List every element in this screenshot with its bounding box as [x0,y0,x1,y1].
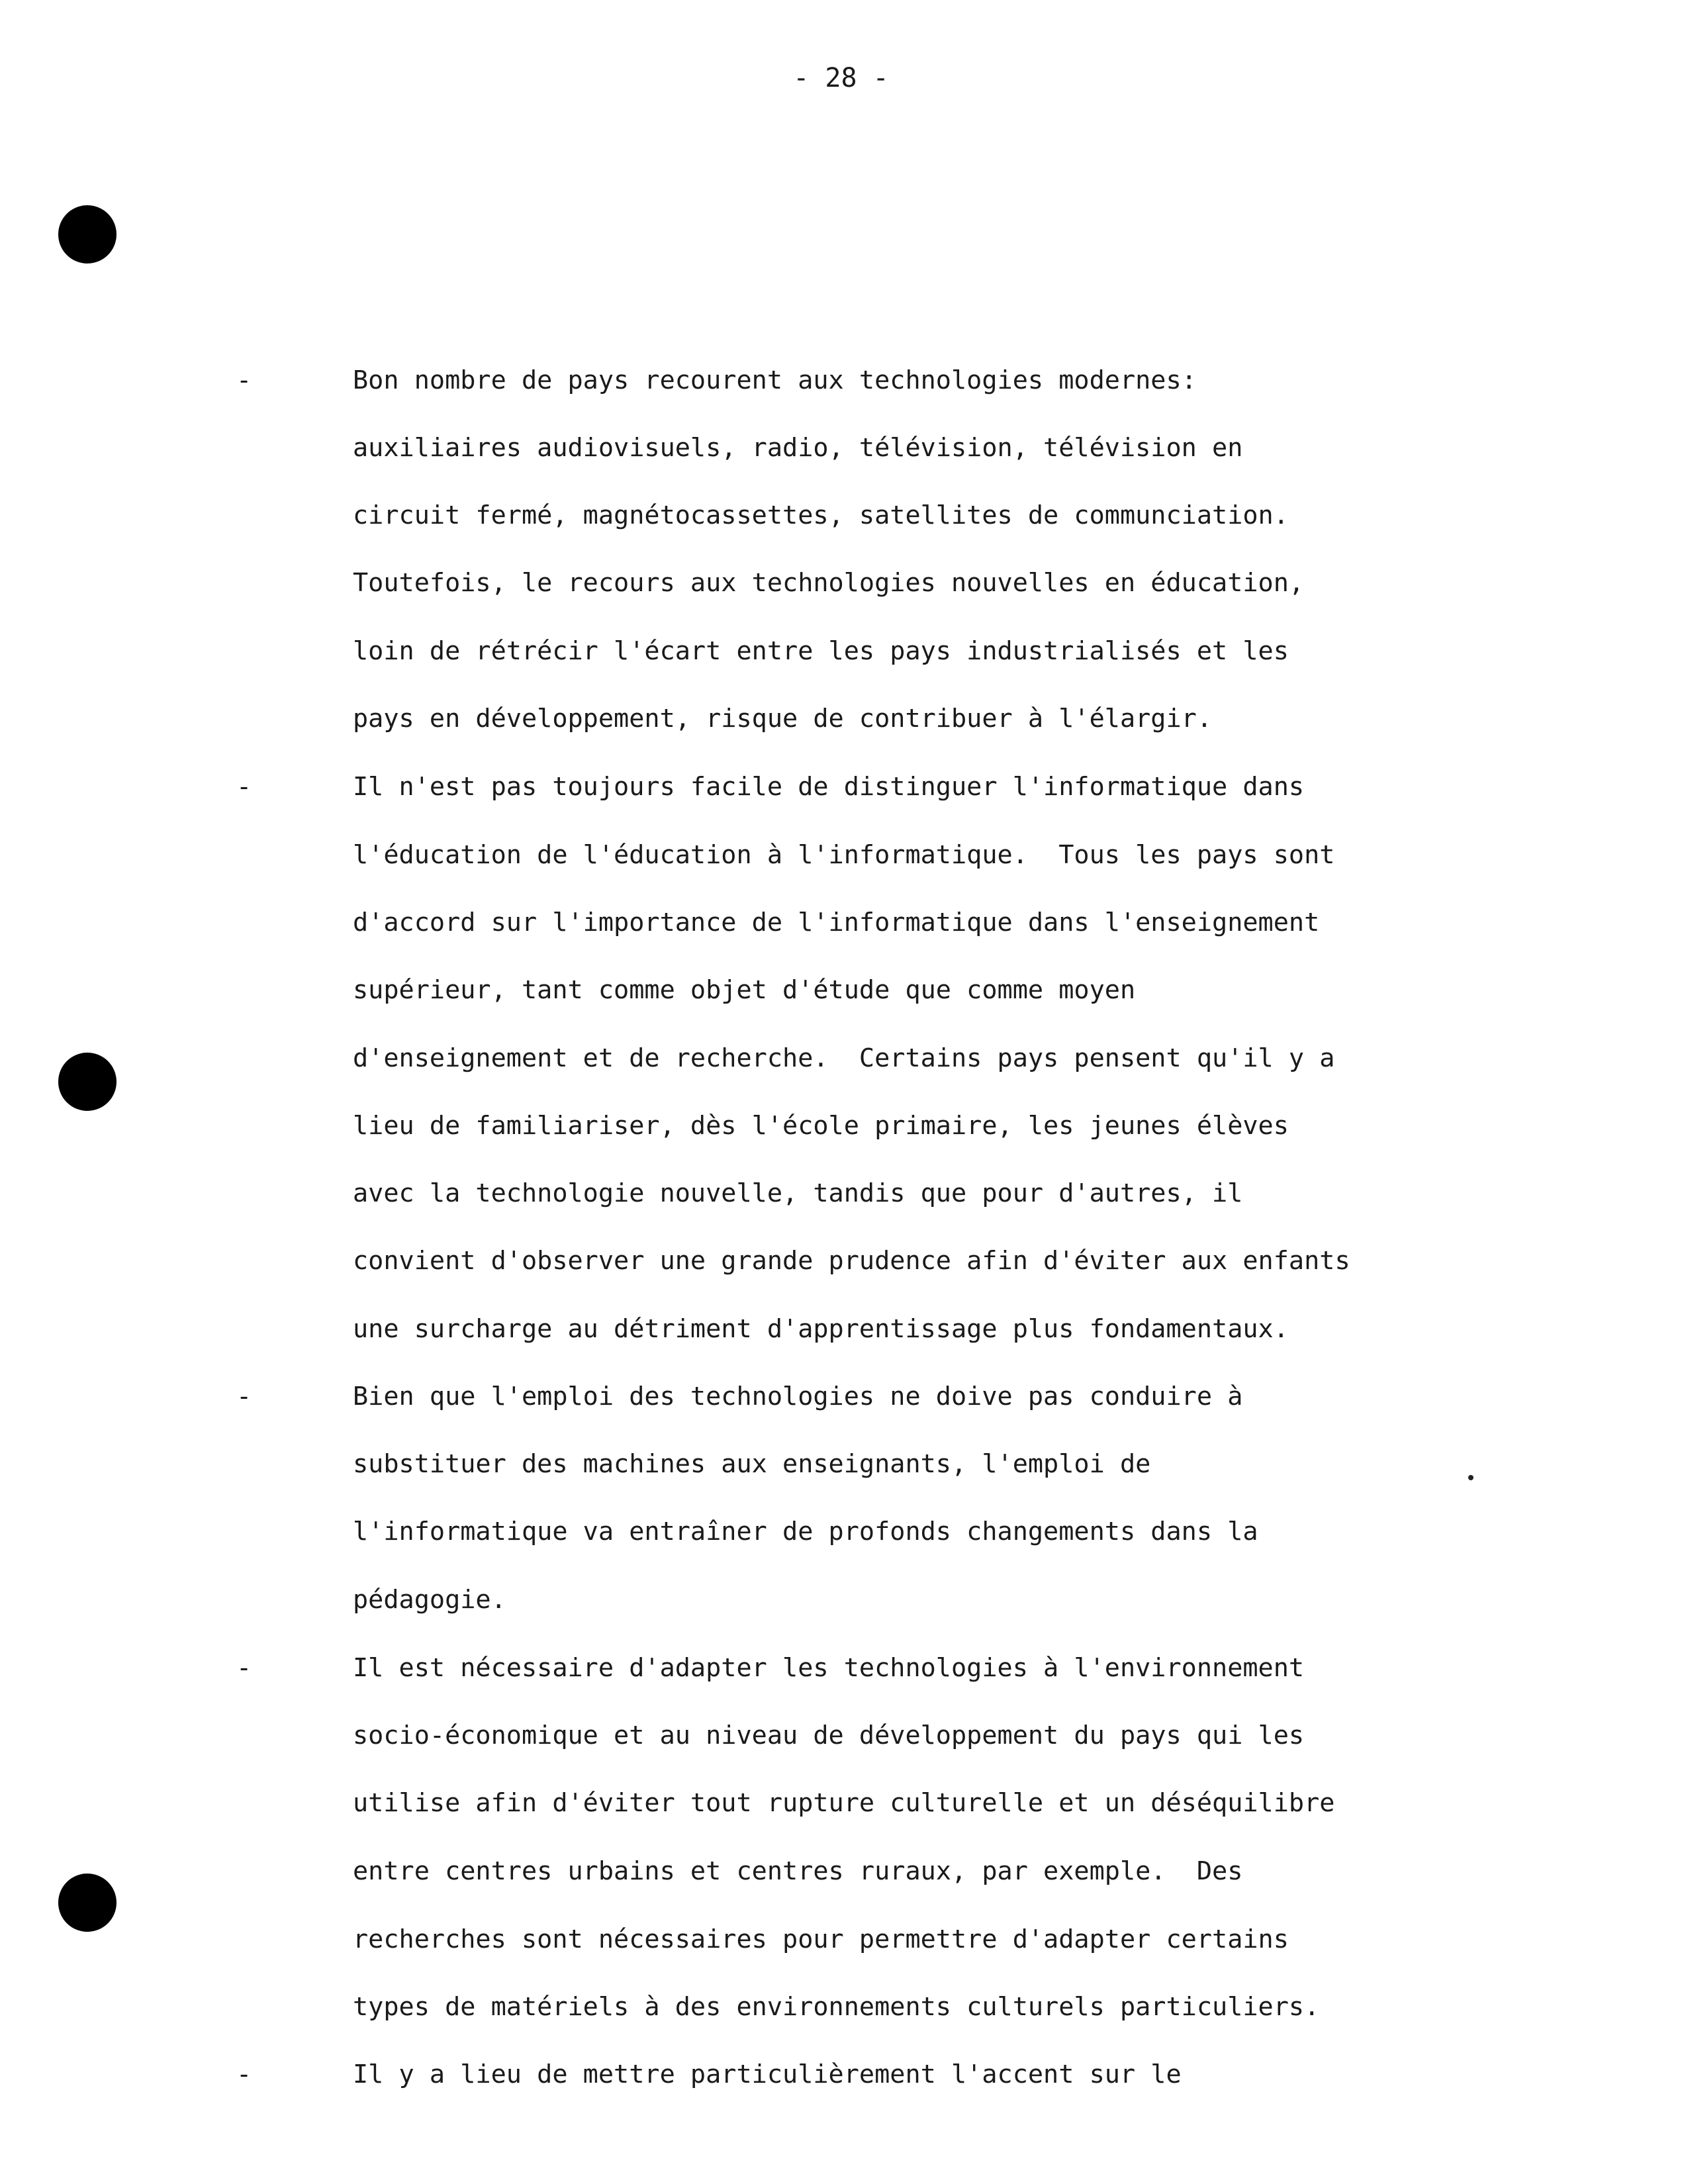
list-dash: - [236,1382,252,1411]
text-line: d'accord sur l'importance de l'informatique dans l'enseignement [353,908,1320,937]
text-line: auxiliaires audiovisuels, radio, télévision, télévision en [353,433,1243,463]
text-line: types de matériels à des environnements culturels particuliers. [353,1992,1320,2022]
text-line: recherches sont nécessaires pour permettre d'adapter certains [353,1924,1289,1954]
text-line: Toutefois, le recours aux technologies nouvelles en éducation, [353,568,1305,598]
list-dash: - [236,365,252,395]
scan-speck [1468,1475,1473,1480]
text-line: socio-économique et au niveau de développement du pays qui les [353,1721,1305,1750]
text-line: convient d'observer une grande prudence afin d'éviter aux enfants [353,1246,1350,1276]
punch-hole-top [58,205,117,263]
text-line: avec la technologie nouvelle, tandis que pour d'autres, il [353,1178,1243,1208]
text-line: Bon nombre de pays recourent aux technologies modernes: [353,365,1197,395]
text-line: entre centres urbains et centres ruraux, par exemple. Des [353,1856,1243,1886]
list-dash: - [236,772,252,802]
text-line: loin de rétrécir l'écart entre les pays industrialisés et les [353,636,1289,666]
list-dash: - [236,2060,252,2089]
text-line: Bien que l'emploi des technologies ne doive pas conduire à [353,1382,1243,1411]
text-line: supérieur, tant comme objet d'étude que comme moyen [353,975,1136,1005]
punch-hole-bottom [58,1874,117,1932]
text-line: l'informatique va entraîner de profonds changements dans la [353,1517,1258,1546]
text-line: pédagogie. [353,1585,506,1615]
text-line: pays en développement, risque de contribuer à l'élargir. [353,704,1213,734]
text-line: circuit fermé, magnétocassettes, satellites de communciation. [353,500,1289,530]
page-number: - 28 - [793,63,889,93]
punch-hole-middle [58,1053,117,1111]
text-line: lieu de familiariser, dès l'école primaire, les jeunes élèves [353,1111,1289,1141]
text-line: Il n'est pas toujours facile de distinguer l'informatique dans [353,772,1305,802]
text-line: une surcharge au détriment d'apprentissage plus fondamentaux. [353,1314,1289,1344]
text-line: substituer des machines aux enseignants, l'emploi de [353,1449,1151,1479]
text-line: d'enseignement et de recherche. Certains pays pensent qu'il y a [353,1043,1335,1073]
text-line: l'éducation de l'éducation à l'informatique. Tous les pays sont [353,840,1335,870]
list-dash: - [236,1653,252,1683]
text-line: Il est nécessaire d'adapter les technologies à l'environnement [353,1653,1305,1683]
text-line: Il y a lieu de mettre particulièrement l'accent sur le [353,2060,1182,2089]
text-line: utilise afin d'éviter tout rupture culturelle et un déséquilibre [353,1788,1335,1818]
